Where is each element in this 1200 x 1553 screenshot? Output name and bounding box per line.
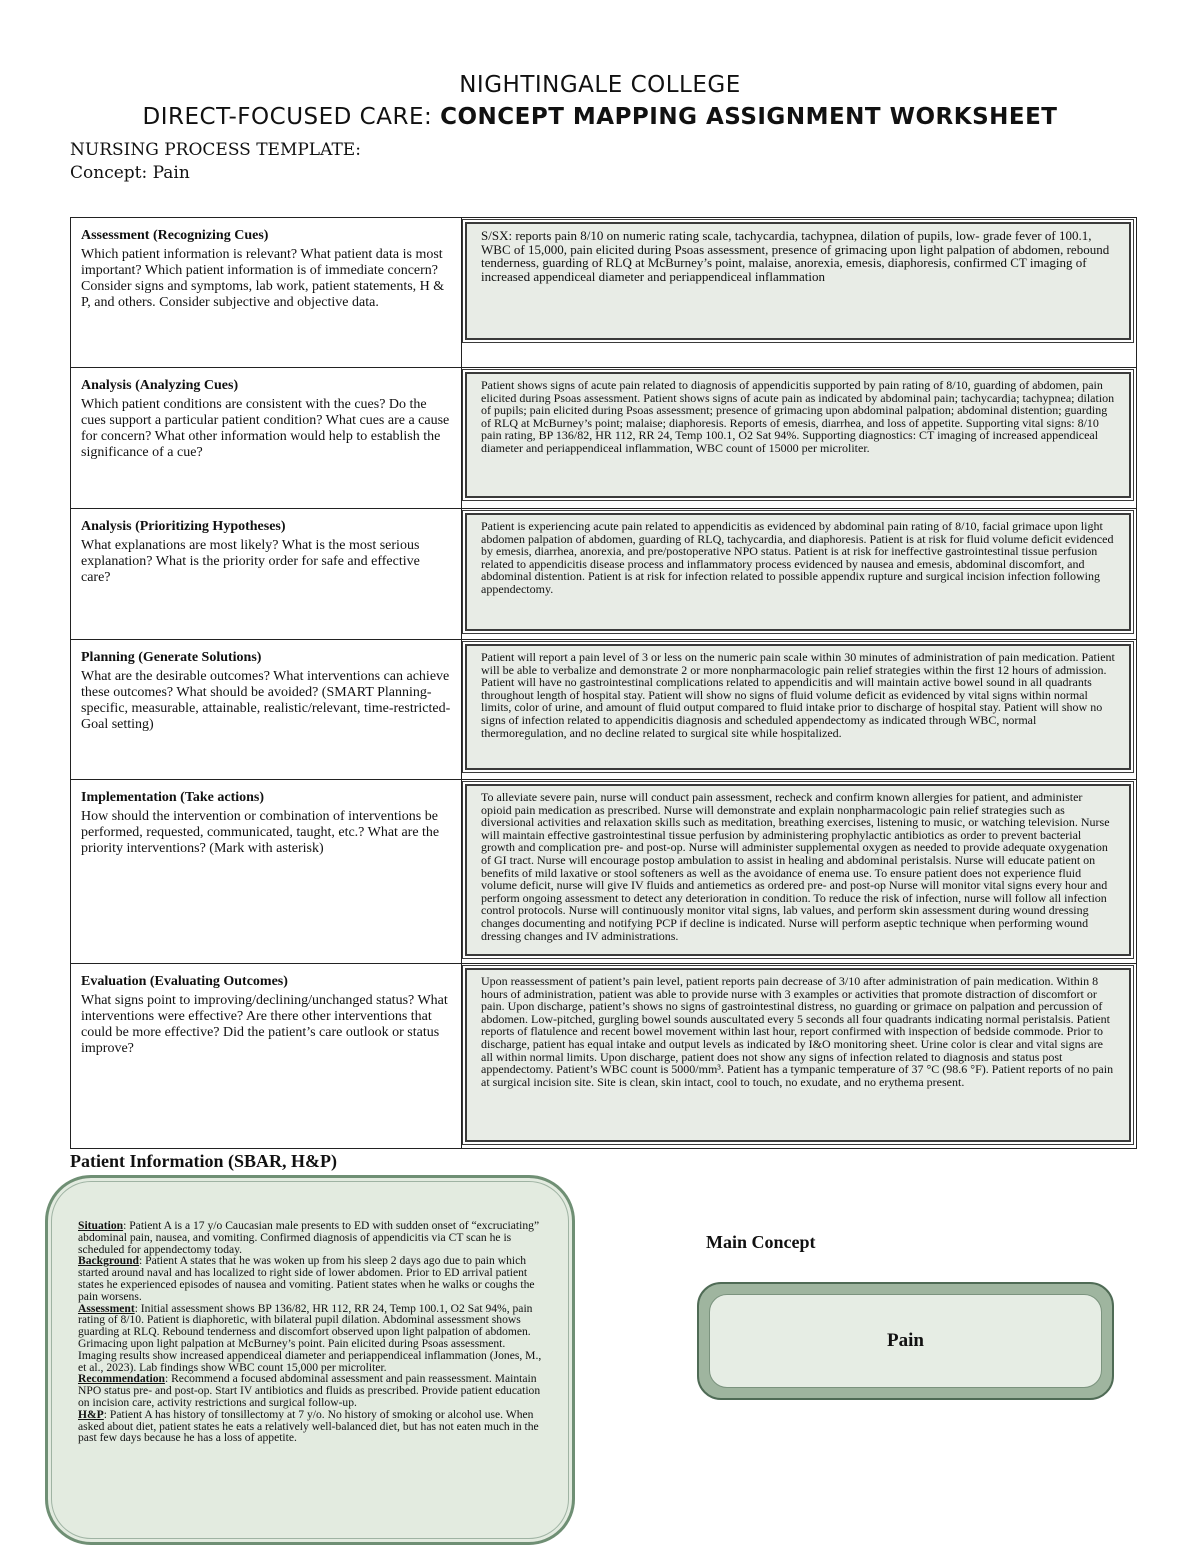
hp-text: : Patient A has history of tonsillectomy at 7 y/o. No history of smoking or alcohol use. When asked about diet, patient states he eats a relatively well-balanced diet, but has not eaten much in the past few days because he has a loss of appetite. [78,1407,539,1445]
row-analyzing-cues [71,368,1137,509]
answer-text-box[interactable]: Patient shows signs of acute pain related to diagnosis of appendicitis supported by pain rating of 8/10, guarding of abdomen, pain elicited during Psoas assessment. Patient shows signs of acute pain as indicated by abdominal pain; tachycardia; tachypnea; dilation of pupils; pain elicited during Psoas assessment; presence of grimacing upon abdominal palpation; abdominal distention; guarding of RLQ at McBurney’s point; malaise; diaphoresis. Reports of emesis, diarrhea, and loss of appetite. Supporting vital signs: 8/10 pain rating, BP 136/82, HR 112, RR 24, Temp 100.1, O2 Sat 94%. Supporting diagnostics: CT imaging of increased appendiceal diameter and periappendiceal inflammation, WBC count of 15000 per microliter. [465,372,1131,498]
main-concept-value: Pain [887,1330,924,1351]
row-question: Which patient conditions are consistent with the cues? Do the cues support a particular patient condition? What cues are a cause for concern? What other information would help to establish the significance of a cue? [81,397,450,460]
row-question-cell [71,218,462,368]
row-question: How should the intervention or combination of interventions be performed, requested, communicated, taught, etc.? What are the priority interventions? (Mark with asterisk) [81,809,440,856]
row-evaluation [71,964,1137,1149]
row-question: What signs point to improving/declining/unchanged status? What interventions were effective? Are there other interventions that could be more effective? Did the patient’s care outlook or status improve? [81,993,448,1056]
concept-label: Concept: Pain [70,163,190,183]
answer-text-box[interactable]: S/SX: reports pain 8/10 on numeric rating scale, tachycardia, tachypnea, dilation of pupils, low- grade fever of 100.1, WBC of 15,000, pain elicited during Psoas assessment, presence of grimacing upon light palpation of abdomen, rebound tenderness, guarding of RLQ at McBurney’s point, malaise, anorexia, emesis, diaphoresis, confirmed CT imaging of increased appendiceal diameter and periappendiceal inflammation [465,222,1131,340]
background-text: : Patient A states that he was woken up from his sleep 2 days ago due to pain which started around naval and has localized to right side of lower abdomen. Prior to ED arrival patient states he experienced episodes of nausea and vomiting. Patient states when he walks or coughs the pain worsens. [78,1254,535,1303]
worksheet-title [0,104,1200,130]
answer-text-box[interactable]: Upon reassessment of patient’s pain level, patient reports pain decrease of 3/10 after administration of pain medication. Within 8 hours of administration, patient was able to provide nurse with 3 examples or activities that promote distraction of discomfort or pain. Upon discharge, patient’s shows no signs of gastrointestinal distress, no guarding or grimace on palpation and percussion of abdomen. Low-pitched, gurgling bowel sounds auscultated every 5 seconds all four quadrants indicating normal peristalsis. Patient reports of flatulence and recent bowel movement within last hour, report confirmed with inspection of bedside commode. Prior to discharge, patient has equal intake and output levels as indicated by I&O monitoring sheet. Urine color is clear and vital signs are all within normal limits. Upon discharge, patient does not show any signs of infection related to diagnosis and status post appendectomy. Patient’s WBC count is 5000/mm³. Patient has a tympanic temperature of 37 °C (98.6 °F). Patient reports of no pain at surgical incision site. Site is clean, skin intact, cool to touch, no exudate, and no erythema present. [465,968,1131,1142]
row-title: Analysis (Analyzing Cues) [81,378,239,393]
main-concept-title: Main Concept [706,1232,816,1252]
answer-text-box[interactable]: To alleviate severe pain, nurse will conduct pain assessment, recheck and confirm known allergies for patient, and administer opioid pain medication as prescribed. Nurse will demonstrate and explain nonpharmacologic pain relief strategies such as diversional activities and relaxation skills such as meditation, breathing exercises, listening to music, or watching television. Nurse will maintain effective gastrointestinal tissue perfusion by administering prophylactic antibiotics as order to prevent bacterial growth and complication pre- and post-op. Nurse will administer supplemental oxygen as needed to provide adequate oxygenation of GI tract. Nurse will encourage postop ambulation to assist in healing and abdominal peristalsis. Nurse will educate patient on benefits of mild laxative or stool softeners as well as the avoidance of enema use. To ensure patient does not experience fluid volume deficit, nurse will give IV fluids and antiemetics as ordered pre- and post-op Nurse will monitor vital signs every hour and perform ongoing assessment to detect any deterioration in condition. To reduce the risk of infection, nurse will follow all infection control protocols. Nurse will continuously monitor vital signs, lab values, and perform skin assessment during wound dressing changes documenting and notifying PCP if decline is indicated. Nurse will perform aseptic technique when performing wound dressing changes and IV administrations. [465,784,1131,956]
row-question-cell [71,368,462,509]
situation-label: Situation [78,1219,124,1232]
background-label: Background [78,1254,139,1268]
worksheet-title-prefix: DIRECT-FOCUSED CARE: [142,104,441,130]
answer-text-box[interactable]: Patient will report a pain level of 3 or less on the numeric pain scale within 30 minutes of administration of pain medication. Patient will be able to verbalize and demonstrate 2 or more nonpharmacologic pain relief strategies within the first 12 hours of admission. Patient will have no gastrointestinal complications related to appendicitis and will maintain active bowel sound in all quadrants throughout length of hospital stay. Patient will show no signs of fluid volume deficit as evidenced by vital signs within normal limits, color of urine, and amount of fluid output compared to fluid intake prior to discharge of hospital stay. Patient will show no signs of infection related to appendicitis diagnosis and scheduled appendectomy as indicated through WBC, normal thermoregulation, and no decline related to surgical site while hospitalized. [465,644,1131,770]
row-question: What are the desirable outcomes? What interventions can achieve these outcomes? What should be avoided? (SMART Planning- specific, measurable, attainable, realistic/relevant, time-restricted- Goal setting) [81,669,451,732]
row-assessment [71,218,1137,368]
row-title: Implementation (Take actions) [81,790,265,805]
row-answer-cell [462,368,1137,509]
situation-text: : Patient A is a 17 y/o Caucasian male presents to ED with sudden onset of “excruciating” abdominal pain, nausea, and vomiting. Confirmed diagnosis of appendicitis via CT scan he is scheduled for appendectomy today. [78,1219,540,1256]
template-label: NURSING PROCESS TEMPLATE: [70,140,361,160]
row-question-cell [71,780,462,964]
row-question-cell [71,964,462,1149]
main-concept-inner [709,1294,1102,1388]
hp-label: H&P [78,1407,104,1421]
worksheet-title-bold: CONCEPT MAPPING ASSIGNMENT WORKSHEET [440,104,1058,130]
patient-info-text [78,1220,543,1444]
row-question-cell [71,509,462,640]
row-title: Evaluation (Evaluating Outcomes) [81,974,288,989]
nursing-process-table [70,217,1137,1149]
row-title: Planning (Generate Solutions) [81,650,262,665]
row-answer-cell [462,964,1137,1149]
recommendation-label: Recommendation [78,1372,165,1386]
row-implementation [71,780,1137,964]
row-question-cell [71,640,462,780]
row-question: What explanations are most likely? What is the most serious explanation? What is the priority order for safe and effective care? [81,538,420,585]
row-title: Assessment (Recognizing Cues) [81,228,269,243]
assessment-text: : Initial assessment shows BP 136/82, HR 112, RR 24, Temp 100.1, O2 Sat 94%, pain rating of 8/10. Patient is diaphoretic, with bilateral pupil dilation. Abdominal assessment shows guarding at RLQ. Rebound tenderness and discomfort observed upon light palpation of abdomen. Grimacing upon light palpation at McBurney’s point. Pain elicited during Psoas assessment. Imaging results show increased appendiceal diameter and periappendiceal inflammation (Jones, M., et al., 2023). Lab findings show WBC count 15,000 per microliter. [78,1301,542,1374]
college-title: NIGHTINGALE COLLEGE [459,72,741,98]
row-answer-cell [462,218,1137,368]
row-answer-cell [462,640,1137,780]
main-concept-box[interactable] [697,1282,1114,1400]
patient-info-box[interactable] [45,1175,575,1545]
row-answer-cell [462,780,1137,964]
recommendation-text: : Recommend a focused abdominal assessment and pain reassessment. Maintain NPO status pre- and post-op. Start IV antibiotics and fluids as prescribed. Provide patient education on incision care, activity restrictions and surgical follow-up. [78,1372,541,1409]
assessment-label: Assessment [78,1301,135,1315]
row-answer-cell [462,509,1137,640]
patient-info-title: Patient Information (SBAR, H&P) [70,1151,337,1171]
row-title: Analysis (Prioritizing Hypotheses) [81,519,286,534]
row-planning [71,640,1137,780]
row-question: Which patient information is relevant? What patient data is most important? Which patient information is of immediate concern? Consider signs and symptoms, lab work, patient statements, H & P, and others. Consider subjective and objective data. [81,247,445,310]
answer-text-box[interactable]: Patient is experiencing acute pain related to appendicitis as evidenced by abdominal pain rating of 8/10, facial grimace upon light abdomen palpation of abdomen, guarding of RLQ, tachycardia, and diaphoresis. Patient is at risk for fluid volume deficit evidenced by emesis, diarrhea, anorexia, and pre/postoperative NPO status. Patient is at risk for ineffective gastrointestinal tissue perfusion related to appendicitis disease process and inflammatory process evidenced by nausea and emesis, abdominal discomfort, and abdominal distention. Patient is at risk for infection related to possible appendix rupture and surgical incision infection following appendectomy. [465,513,1131,631]
row-prioritizing-hypotheses [71,509,1137,640]
